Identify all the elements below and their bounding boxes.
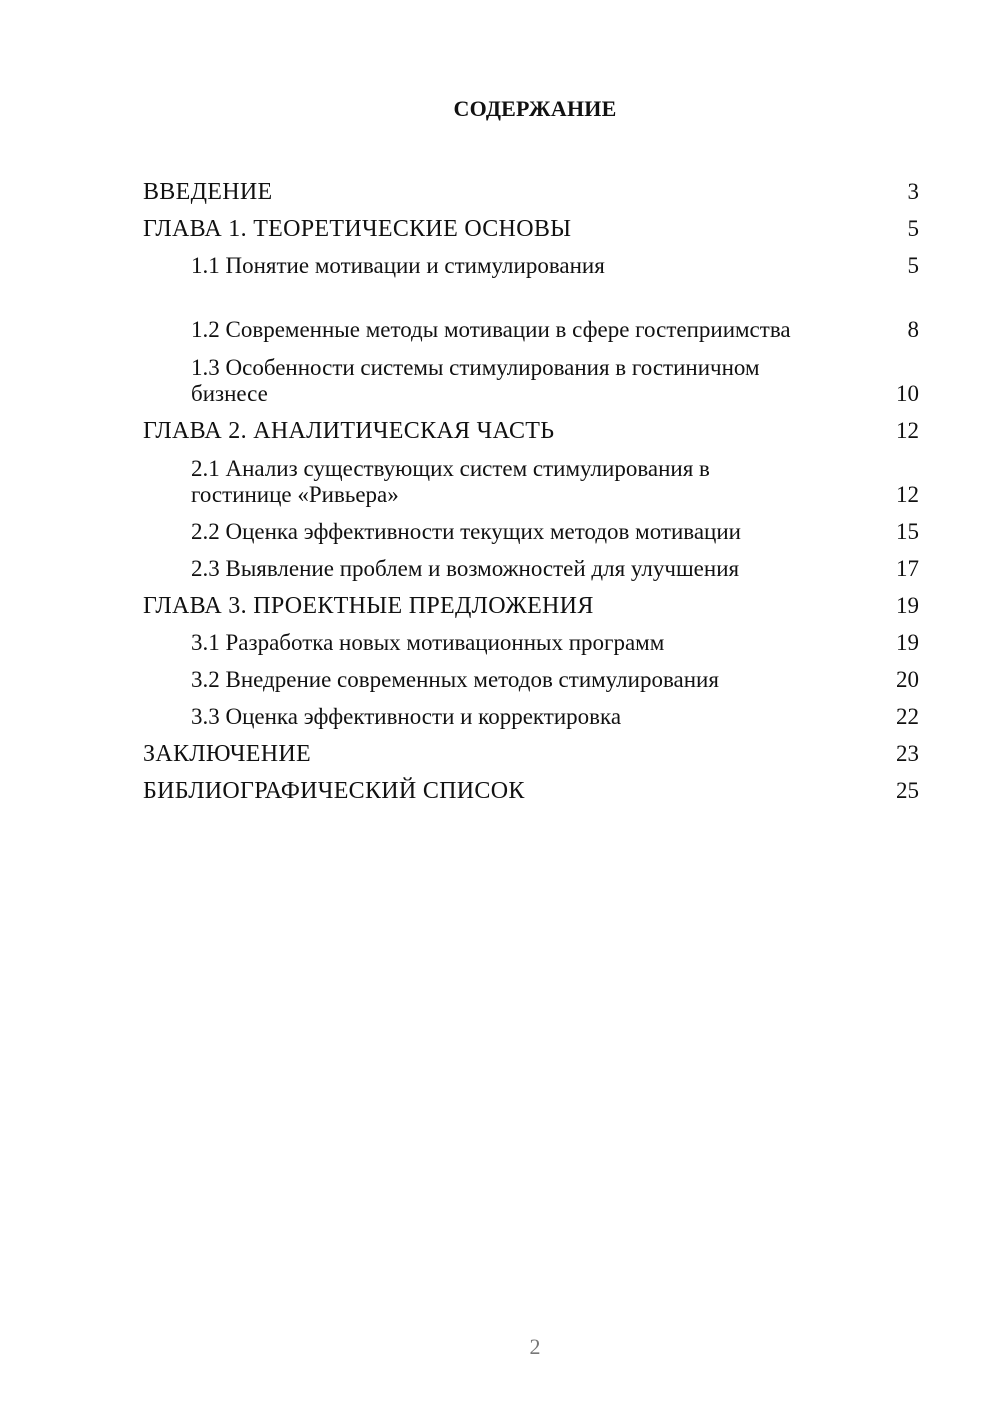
toc-entry-page: 15 bbox=[896, 519, 919, 544]
toc-entry-label: 2.2 Оценка эффективности текущих методов мотивации bbox=[191, 519, 741, 544]
toc-entry-page: 12 bbox=[896, 482, 919, 507]
toc-entry-chapter-3[interactable] bbox=[143, 582, 919, 619]
toc-entry-introduction[interactable] bbox=[143, 168, 919, 205]
toc-entry-page: 23 bbox=[896, 741, 919, 766]
toc-entry-page: 3 bbox=[907, 179, 919, 204]
toc-entry-label: ГЛАВА 3. ПРОЕКТНЫЕ ПРЕДЛОЖЕНИЯ bbox=[143, 593, 594, 619]
toc-entry-label: 1.3 Особенности системы стимулирования в гостиничном бизнесе bbox=[191, 355, 760, 406]
toc-entry-section-1-1[interactable] bbox=[143, 242, 919, 279]
toc-entry-page: 19 bbox=[896, 593, 919, 618]
toc-entry-section-2-2[interactable] bbox=[143, 508, 919, 545]
toc-entry-label: 1.1 Понятие мотивации и стимулирования bbox=[191, 253, 605, 278]
toc-entry-page: 20 bbox=[896, 667, 919, 692]
toc-entry-section-1-2[interactable] bbox=[143, 279, 919, 343]
toc-entry-section-3-2[interactable] bbox=[143, 656, 919, 693]
table-of-contents bbox=[143, 168, 919, 804]
toc-entry-conclusion[interactable] bbox=[143, 730, 919, 767]
toc-entry-section-3-1[interactable] bbox=[143, 619, 919, 656]
toc-entry-chapter-2[interactable] bbox=[143, 407, 919, 444]
toc-entry-label: 2.3 Выявление проблем и возможностей для улучшения bbox=[191, 556, 740, 581]
toc-entry-label: 3.1 Разработка новых мотивационных программ bbox=[191, 630, 665, 655]
toc-entry-page: 25 bbox=[896, 778, 919, 803]
toc-entry-label: ВВЕДЕНИЕ bbox=[143, 179, 273, 205]
toc-entry-section-2-3[interactable] bbox=[143, 545, 919, 582]
toc-entry-page: 12 bbox=[896, 418, 919, 443]
toc-entry-page: 8 bbox=[907, 317, 919, 342]
toc-entry-section-2-1[interactable] bbox=[143, 444, 919, 508]
toc-entry-section-1-3[interactable] bbox=[143, 343, 919, 407]
toc-entry-label: ГЛАВА 2. АНАЛИТИЧЕСКАЯ ЧАСТЬ bbox=[143, 418, 555, 444]
toc-entry-label: 3.3 Оценка эффективности и корректировка bbox=[191, 704, 622, 729]
toc-entry-section-3-3[interactable] bbox=[143, 693, 919, 730]
toc-entry-label: ГЛАВА 1. ТЕОРЕТИЧЕСКИЕ ОСНОВЫ bbox=[143, 216, 572, 242]
toc-entry-label: ЗАКЛЮЧЕНИЕ bbox=[143, 741, 311, 767]
toc-entry-label: 1.2 Современные методы мотивации в сфере гостеприимства bbox=[191, 317, 791, 342]
toc-entry-page: 22 bbox=[896, 704, 919, 729]
page-title: СОДЕРЖАНИЕ bbox=[453, 96, 617, 121]
page-number: 2 bbox=[529, 1334, 541, 1359]
toc-entry-label: БИБЛИОГРАФИЧЕСКИЙ СПИСОК bbox=[143, 778, 525, 804]
toc-entry-page: 5 bbox=[907, 216, 919, 241]
toc-entry-page: 5 bbox=[907, 253, 919, 278]
toc-entry-page: 17 bbox=[896, 556, 919, 581]
toc-entry-bibliography[interactable] bbox=[143, 767, 919, 804]
toc-entry-page: 10 bbox=[896, 381, 919, 406]
toc-entry-page: 19 bbox=[896, 630, 919, 655]
toc-entry-label: 2.1 Анализ существующих систем стимулирования в гостинице «Ривьера» bbox=[191, 456, 710, 507]
toc-entry-label: 3.2 Внедрение современных методов стимулирования bbox=[191, 667, 719, 692]
toc-entry-chapter-1[interactable] bbox=[143, 205, 919, 242]
